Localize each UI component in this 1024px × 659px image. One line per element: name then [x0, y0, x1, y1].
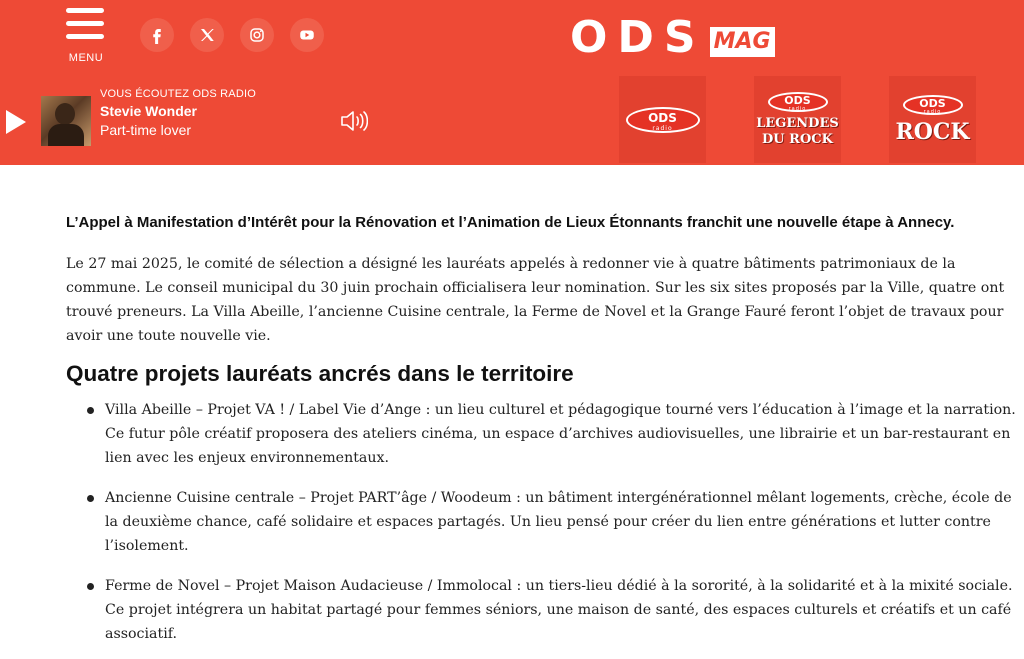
list-item: Ferme de Novel – Projet Maison Audacieuse / Immolocal : un tiers-lieu dédié à la sororité, à la solidarité et à la mixité sociale. Ce projet intégrera un habitat partagé pour femmes séniors, une maison de santé, des espaces culturels et créatifs et un café associatif. — [105, 578, 1013, 642]
instagram-link[interactable] — [240, 18, 274, 52]
youtube-icon — [298, 26, 316, 44]
station-logo-sub: radio — [788, 105, 807, 112]
station-logo — [768, 92, 828, 112]
menu-icon-bar — [66, 21, 104, 26]
station-logo-sub: radio — [923, 108, 942, 115]
youtube-link[interactable] — [290, 18, 324, 52]
menu-icon-bar — [66, 34, 104, 39]
logo-mag-badge: MAG — [710, 27, 775, 57]
station-name: ROCK — [895, 118, 970, 145]
play-icon[interactable] — [6, 110, 26, 134]
station-logo-sub: radio — [652, 124, 673, 132]
station-name — [756, 116, 839, 148]
station-logo — [903, 95, 963, 115]
list-item: Ancienne Cuisine centrale – Projet PART’âge / Woodeum : un bâtiment intergénérationnel mêlant logements, crèche, école de la deuxième chance, café solidaire et espaces partagés. Un lieu pensé pour créer du lien entre générations et lutter contre l’isolement. — [105, 490, 1012, 554]
station-logo-text: ODS — [784, 93, 811, 107]
cover-figure-head — [55, 103, 75, 125]
instagram-icon — [248, 26, 266, 44]
x-icon — [198, 26, 216, 44]
volume-button[interactable] — [340, 110, 368, 132]
station-legendes-du-rock[interactable] — [754, 76, 841, 163]
artist-name: Stevie Wonder — [100, 103, 197, 119]
menu-label: MENU — [68, 52, 104, 64]
menu-button[interactable] — [64, 8, 108, 66]
speaker-icon — [340, 110, 368, 132]
track-title: Part-time lover — [100, 122, 192, 138]
station-name-line2: DU ROCK — [762, 131, 833, 147]
x-link[interactable] — [190, 18, 224, 52]
site-logo[interactable] — [570, 12, 775, 63]
cover-figure-body — [48, 124, 84, 146]
list-bullet — [87, 583, 94, 590]
station-logo — [626, 107, 700, 133]
article-lead: L’Appel à Manifestation d’Intérêt pour la Rénovation et l’Animation de Lieux Étonnants franchit une nouvelle étape à Annecy. — [66, 214, 955, 231]
station-name-line1: LEGENDES — [756, 115, 839, 131]
article-paragraph: Le 27 mai 2025, le comité de sélection a désigné les lauréats appelés à redonner vie à quatre bâtiments patrimoniaux de la commune. Le conseil municipal du 30 juin prochain officialisera leur nomination. Sur les six sites proposés par la Ville, quatre ont trouvé preneurs. La Villa Abeille, l’ancienne Cuisine centrale, la Ferme de Novel et la Grange Fauré feront l’objet de travaux pour avoir une toute nouvelle vie. — [66, 256, 1005, 344]
station-ods-radio[interactable] — [619, 76, 706, 163]
station-rock[interactable] — [889, 76, 976, 163]
now-playing-label: VOUS ÉCOUTEZ ODS RADIO — [100, 88, 256, 100]
station-logo-text: ODS — [919, 96, 946, 110]
list-bullet — [87, 495, 94, 502]
list-item: Villa Abeille – Projet VA ! / Label Vie d’Ange : un lieu culturel et pédagogique tourné vers l’éducation à l’image et la narration. Ce futur pôle créatif proposera des ateliers cinéma, un espace d’archives audiovisuelles, une librairie et un bar-restaurant en lien avec les enjeux environnementaux. — [105, 402, 1016, 466]
menu-icon — [66, 8, 104, 13]
logo-ods: ODS — [570, 12, 706, 63]
list-bullet — [87, 407, 94, 414]
album-cover — [41, 96, 91, 146]
station-logo-text: ODS — [648, 110, 677, 125]
section-title: Quatre projets lauréats ancrés dans le territoire — [66, 361, 574, 386]
facebook-link[interactable] — [140, 18, 174, 52]
top-bar — [0, 0, 1024, 77]
facebook-icon — [148, 26, 166, 44]
